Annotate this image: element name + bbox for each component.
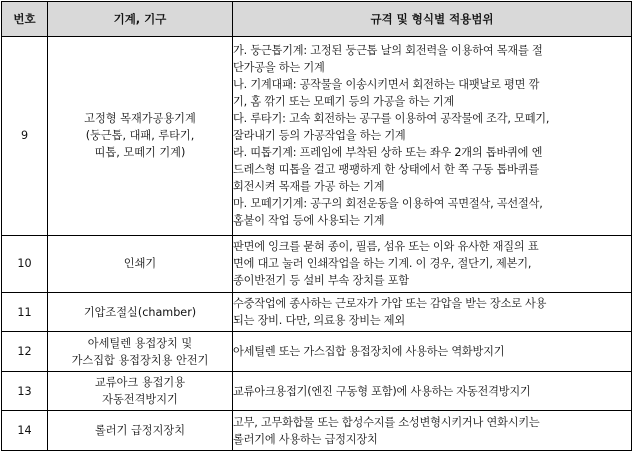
table-row — [2, 37, 632, 236]
row-number: 13 — [2, 371, 48, 411]
header-machine: 기계, 기구 — [48, 2, 233, 37]
header-row — [2, 2, 632, 37]
scope-description — [233, 292, 632, 332]
machine-name-line: 띠톱, 모떼기 기계) — [94, 146, 186, 160]
machine-name-line: 기압조절실(chamber) — [83, 305, 197, 319]
machine-name-line: 롤러기 급정지장치 — [94, 424, 185, 438]
table-row — [2, 235, 632, 292]
machine-name-line: 가스집합 용접장치용 안전기 — [71, 353, 209, 367]
row-number: 12 — [2, 332, 48, 372]
machine-name-line: 고정형 목재가공용기계 — [84, 112, 196, 126]
scope-line: 수중작업에 종사하는 근로자가 가압 또는 감압을 받는 장소로 사용 — [233, 297, 547, 311]
scope-description — [233, 235, 632, 292]
machine-name — [48, 371, 233, 411]
spec-table — [1, 1, 632, 451]
header-scope: 규격 및 형식별 적용범위 — [233, 2, 632, 37]
row-number: 10 — [2, 235, 48, 292]
table-row — [2, 292, 632, 332]
scope-line: 다. 루타기: 고속 회전하는 공구를 이용하여 공작물에 조각, 모떼기, — [233, 112, 550, 126]
scope-description — [233, 371, 632, 411]
scope-line: 아세틸렌 또는 가스집합 용접장치에 사용하는 역화방지기 — [233, 345, 505, 359]
scope-line: 드레스형 띠톱을 걸고 팽팽하게 한 상태에서 한 쪽 구동 톱바퀴를 — [233, 163, 539, 177]
table-row — [2, 332, 632, 372]
scope-line: 되는 장비. 다만, 의료용 장비는 제외 — [233, 314, 405, 328]
machine-name-line: 인쇄기 — [123, 257, 157, 271]
machine-name-line: 자동전격방지기 — [102, 393, 178, 407]
header-number: 번호 — [2, 2, 48, 37]
row-number: 11 — [2, 292, 48, 332]
machine-name — [48, 332, 233, 372]
scope-line: 가. 둥근톱기계: 고정된 둥근톱 날의 회전력을 이용하여 목재를 절 — [233, 44, 543, 58]
table-row — [2, 411, 632, 451]
scope-description — [233, 332, 632, 372]
scope-description — [233, 37, 632, 236]
machine-name — [48, 37, 233, 236]
scope-line: 교류아크용접기(엔진 구동형 포함)에 사용하는 자동전격방지기 — [233, 384, 531, 398]
machine-name-line: (둥근톱, 대패, 루타기, — [85, 129, 195, 143]
scope-line: 종이반전기 등 설비 부속 장치를 포함 — [233, 274, 409, 288]
scope-line: 나. 기계대패: 공작물을 이송시키면서 회전하는 대팻날로 평면 깎 — [233, 78, 540, 92]
scope-line: 마. 모떼기기계: 공구의 회전운동을 이용하여 곡면절삭, 곡선절삭, — [233, 197, 543, 211]
scope-line: 판면에 잉크를 묻혀 종이, 필름, 섬유 또는 이와 유사한 재질의 표 — [233, 240, 539, 254]
machine-name-line: 아세틸렌 용접장치 및 — [87, 336, 193, 350]
scope-line: 홈붙이 작업 등에 사용되는 기계 — [233, 214, 385, 228]
scope-line: 면에 대고 눌러 인쇄작업을 하는 기계. 이 경우, 절단기, 제본기, — [233, 257, 532, 271]
scope-description — [233, 411, 632, 451]
scope-line: 롤러기에 사용하는 급정지장치 — [233, 432, 378, 446]
scope-line: 기, 홈 깎기 또는 모떼기 등의 가공을 하는 기계 — [233, 95, 455, 109]
machine-name — [48, 235, 233, 292]
machine-name — [48, 411, 233, 451]
scope-line: 단가공을 하는 기계 — [233, 61, 325, 75]
row-number: 14 — [2, 411, 48, 451]
machine-name-line: 교류아크 용접기용 — [94, 376, 185, 390]
table-row — [2, 371, 632, 411]
scope-line: 회전시켜 목재를 가공 하는 기계 — [233, 180, 385, 194]
machine-name — [48, 292, 233, 332]
scope-line: 고무, 고무화합물 또는 합성수지를 소성변형시키거나 연화시키는 — [233, 415, 540, 429]
scope-line: 잘라내기 등의 가공작업을 하는 기계 — [233, 129, 406, 143]
row-number: 9 — [2, 37, 48, 236]
scope-line: 라. 띠톱기계: 프레임에 부착된 상하 또는 좌우 2개의 톱바퀴에 엔 — [233, 146, 543, 160]
